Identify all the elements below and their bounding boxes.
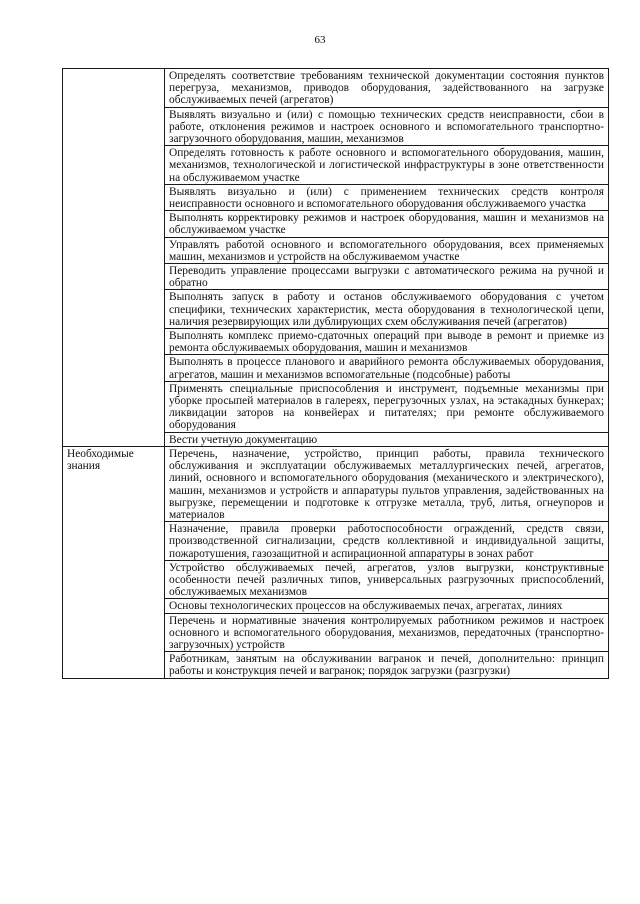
knowledge-item: Основы технологических процессов на обслуживаемых печах, агрегатах, линиях [165,599,609,613]
knowledge-item: Назначение, правила проверки работоспособности ограждений, средств связи, производственной сигнализации, средств коллективной и индивидуальной защиты, пожаротушения, газозащитной и аспирационной аппаратуры в зонах работ [165,522,609,561]
skill-item: Выполнять в процессе планового и аварийного ремонта обслуживаемых оборудования, агрегатов, машин и механизмов вспомогательные (подсобные) работы [165,355,609,381]
skill-item: Выполнять комплекс приемо-сдаточных операций при выводе в ремонт и приемке из ремонта обслуживаемых оборудования, машин и механизмов [165,329,609,355]
knowledge-item: Работникам, занятым на обслуживании вагранок и печей, дополнительно: принцип работы и конструкция печей и вагранок; порядок загрузки (разгрузки) [165,652,609,678]
skill-item: Определять соответствие требованиям технической документации состояния пунктов перегруза, механизмов, приводов оборудования, задействованного на загрузке обслуживаемых печей (агрегатов) [165,69,609,108]
requirements-table [62,68,609,679]
skill-item: Переводить управление процессами выгрузки с автоматического режима на ручной и обратно [165,264,609,290]
knowledge-item: Перечень и нормативные значения контролируемых работником режимов и настроек основного и вспомогательного оборудования, механизмов, передаточных (транспортно-загрузочных) устройств [165,613,609,652]
skill-item: Вести учетную документацию [165,432,609,446]
table-row [63,446,609,521]
page-number: 63 [314,34,326,46]
skills-label-cell [63,69,165,447]
skill-item: Определять готовность к работе основного и вспомогательного оборудования, машин, механизмов, технологической и логистической инфраструктуры в зоне ответственности на обслуживаемом участке [165,146,609,185]
skill-item: Управлять работой основного и вспомогательного оборудования, всех применяемых машин, механизмов и устройств на обслуживаемом участке [165,237,609,263]
table-row [63,69,609,108]
knowledge-item: Перечень, назначение, устройство, принцип работы, правила технического обслуживания и эксплуатации обслуживаемых металлургических печей, агрегатов, линий, основного и вспомогательного оборудования (механического и электрического), машин, механизмов и устройств и аппаратуры пультов управления, задействованных на выгрузке, перемещении и подготовке к отгрузке металла, труб, литья, огнеупоров и материалов [165,446,609,521]
knowledge-item: Устройство обслуживаемых печей, агрегатов, узлов выгрузки, конструктивные особенности печей различных типов, универсальных разгрузочных приспособлений, обслуживаемых механизмов [165,560,609,599]
skill-item: Выполнять корректировку режимов и настроек оборудования, машин и механизмов на обслуживаемом участке [165,211,609,237]
skill-item: Применять специальные приспособления и инструмент, подъемные механизмы при уборке просыпей материалов в галереях, перегрузочных узлах, на эстакадных бункерах; ликвидации заторов на конвейерах и питателях; при ремонте обслуживаемого оборудования [165,381,609,432]
skill-item: Выявлять визуально и (или) с применением технических средств контроля неисправности основного и вспомогательного оборудования обслуживаемого участка [165,184,609,210]
knowledge-label-cell: Необходимые знания [63,446,165,678]
skill-item: Выполнять запуск в работу и останов обслуживаемого оборудования с учетом специфики, технических характеристик, места оборудования в технологической цепи, наличия резервирующих или дублирующих схем обслуживания печей (агрегатов) [165,290,609,329]
skill-item: Выявлять визуально и (или) с помощью технических средств неисправности, сбои в работе, отклонения режимов и настроек основного и вспомогательного транспортно-загрузочного оборудования, машин, механизмов [165,107,609,146]
